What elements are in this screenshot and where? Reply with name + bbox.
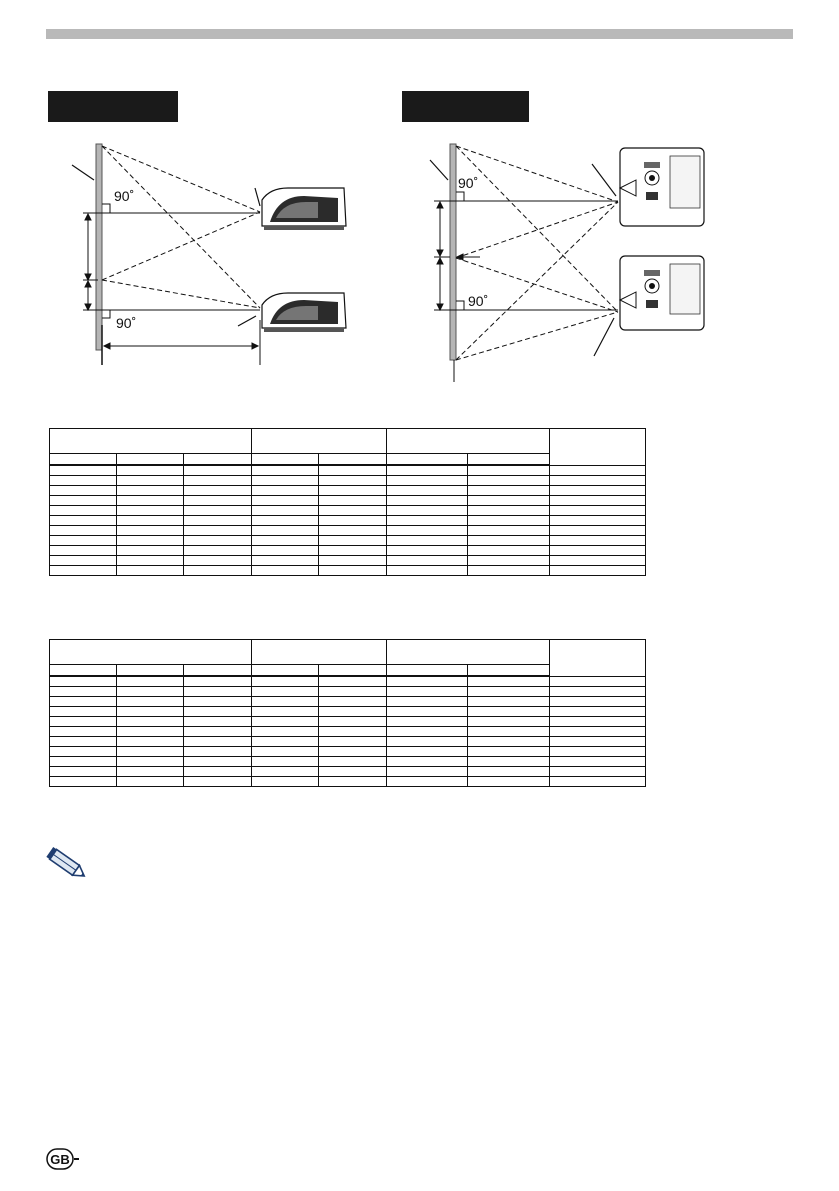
projector-top-view-upper xyxy=(620,148,704,226)
screen xyxy=(450,144,456,360)
projector-side-top xyxy=(262,188,346,230)
header-bar xyxy=(46,29,793,39)
note-pencil-icon xyxy=(44,846,90,882)
right-section-label-box xyxy=(402,91,529,122)
top-angle-label: 90˚ xyxy=(458,175,479,191)
projection-distance-table-2 xyxy=(49,639,646,787)
screen-pointer-arrow xyxy=(72,165,94,180)
left-section-label-box xyxy=(48,91,178,122)
bottom-angle-label: 90˚ xyxy=(468,293,489,309)
projector-side-bottom xyxy=(262,293,346,332)
top-view-diagram xyxy=(400,130,720,385)
top-angle-label: 90˚ xyxy=(114,188,135,204)
bottom-angle-label: 90˚ xyxy=(116,315,137,331)
screen xyxy=(96,144,102,350)
projector-top-view-lower xyxy=(620,256,704,330)
projection-distance-table-1 xyxy=(49,428,646,576)
side-view-diagram xyxy=(48,130,368,375)
gb-badge-text: GB xyxy=(50,1152,70,1167)
gb-language-badge xyxy=(46,1148,80,1175)
